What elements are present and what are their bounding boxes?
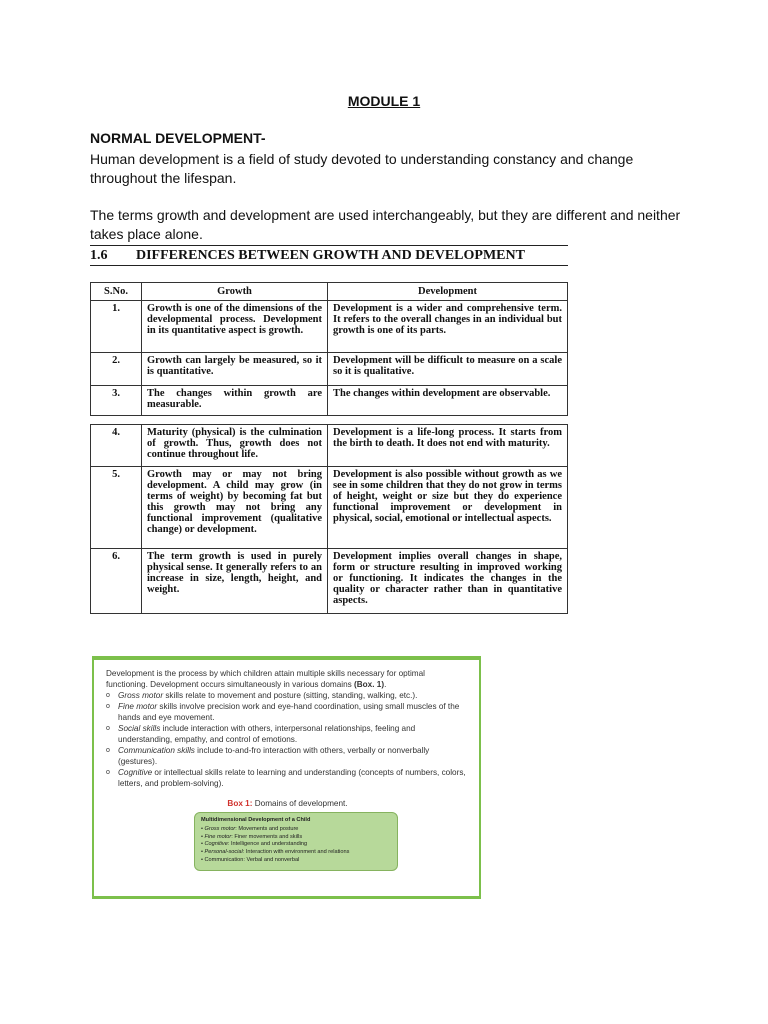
cell-sno: 3. — [91, 386, 142, 416]
domain-term: Cognitive — [118, 768, 153, 777]
header-growth: Growth — [142, 283, 328, 301]
domains-intro-end: . — [384, 680, 387, 689]
list-item — [106, 701, 469, 723]
cell-growth: Growth can largely be measured, so it is quantitative. — [142, 353, 328, 386]
inner-description: : Finer movements and skills — [231, 833, 303, 840]
domains-list — [106, 690, 469, 789]
inner-term: Fine motor — [204, 833, 232, 840]
domains-intro-ref: (Box. 1) — [354, 680, 385, 689]
header-development: Development — [328, 283, 568, 301]
inner-description: : Verbal and nonverbal — [243, 856, 300, 863]
cell-growth: Growth may or may not bring development. A child may grow (in terms of weight) by becoming fat but this growth may not bring any functional improvement (qualitative change) or development. — [142, 467, 328, 549]
growth-development-figure — [90, 245, 572, 614]
cell-growth: Growth is one of the dimensions of the developmental process. Development in its quantitative aspect is growth. — [142, 301, 328, 353]
domains-intro — [106, 668, 469, 690]
multidimensional-development-box — [194, 812, 398, 871]
table-row — [91, 425, 568, 467]
cell-development: The changes within development are observable. — [328, 386, 568, 416]
domain-term: Social skills — [118, 724, 161, 733]
cell-sno: 2. — [91, 353, 142, 386]
table-header-row — [91, 283, 568, 301]
cell-development: Development is a wider and comprehensive term. It refers to the overall changes in an individual but growth is one of its parts. — [328, 301, 568, 353]
list-item: • Gross motor: Movements and posture — [201, 825, 299, 832]
domain-description: include to-and-fro interaction with others, verbally or nonverbally (gestures). — [118, 746, 430, 766]
inner-term: Cognitive — [204, 841, 228, 848]
domain-description: skills relate to movement and posture (sitting, standing, walking, etc.). — [163, 691, 418, 700]
inner-description: : Movements and posture — [235, 825, 299, 832]
table-row — [91, 301, 568, 353]
list-item: • Personal-social: Interaction with environment and relations — [201, 849, 350, 856]
domain-term: Fine motor — [118, 702, 158, 711]
table-row — [91, 549, 568, 614]
domains-of-development-box — [92, 656, 481, 899]
cell-growth: The changes within growth are measurable. — [142, 386, 328, 416]
cell-sno: 1. — [91, 301, 142, 353]
cell-development: Development is also possible without growth as we see in some children that they do not grow in terms of height, weight or size but they do experience functional improvement or development in physical, social, emotional or intellectual aspects. — [328, 467, 568, 549]
table-row — [91, 386, 568, 416]
list-item — [106, 767, 469, 789]
inner-term: Personal-social — [204, 849, 243, 856]
cell-development: Development will be difficult to measure on a scale so it is qualitative. — [328, 353, 568, 386]
circle-bullet-icon: o — [106, 747, 110, 754]
domain-description: include interaction with others, interpersonal relationships, feeling and understanding, empathy, and control of emotions. — [118, 724, 416, 744]
domain-description: skills involve precision work and eye-hand coordination, using small muscles of the hands and eye movement. — [118, 702, 460, 722]
differences-table-part-1 — [90, 282, 568, 416]
circle-bullet-icon: o — [106, 692, 110, 699]
list-item: • Communication: Verbal and nonverbal — [201, 856, 300, 863]
section-heading: NORMAL DEVELOPMENT- — [90, 130, 266, 146]
circle-bullet-icon: o — [106, 703, 110, 710]
inner-description: : Interaction with environment and relations — [242, 849, 350, 856]
domain-term: Gross motor — [118, 691, 164, 700]
module-title: MODULE 1 — [347, 93, 421, 109]
circle-bullet-icon: o — [106, 725, 110, 732]
domain-description: or intellectual skills relate to learning and understanding (concepts of numbers, colors, letters, and problem-solving). — [118, 768, 466, 788]
cell-development: Development implies overall changes in shape, form or structure resulting in improved working or functioning. It indicates the changes in the quality or character rather than in quantitative aspects. — [328, 549, 568, 614]
inner-description: : Intelligence and understanding — [227, 841, 308, 848]
paragraph-growth-development: The terms growth and development are used interchangeably, but they are different and neither takes place alone. — [90, 207, 681, 242]
table-row — [91, 353, 568, 386]
list-item: • Cognitive: Intelligence and understanding — [201, 841, 308, 848]
list-item: • Fine motor: Finer movements and skills — [201, 833, 303, 840]
cell-growth: The term growth is used in purely physical sense. It generally refers to an increase in size, length, height, and weight. — [142, 549, 328, 614]
box-caption-label: Box 1: — [227, 799, 253, 808]
header-sno: S.No. — [91, 283, 142, 301]
figure-number: 1.6 — [90, 248, 108, 263]
box-caption — [106, 798, 469, 809]
differences-table-part-2 — [90, 424, 568, 614]
cell-sno: 5. — [91, 467, 142, 549]
inner-term: Gross motor — [204, 825, 236, 832]
inner-term: Communication — [204, 856, 244, 863]
list-item — [106, 690, 469, 701]
inner-box-title: Multidimensional Development of a Child — [201, 817, 311, 823]
cell-development: Development is a life-long process. It starts from the birth to death. It does not end with maturity. — [328, 425, 568, 467]
list-item — [106, 745, 469, 767]
figure-title-text: DIFFERENCES BETWEEN GROWTH AND DEVELOPMENT — [136, 248, 525, 263]
cell-growth: Maturity (physical) is the culmination of growth. Thus, growth does not continue throughout life. — [142, 425, 328, 467]
circle-bullet-icon: o — [106, 769, 110, 776]
cell-sno: 6. — [91, 549, 142, 614]
table-row — [91, 467, 568, 549]
domains-intro-text: Development is the process by which children attain multiple skills necessary for optimal functioning. Development occurs simultaneously in various domains — [106, 669, 425, 689]
paragraph-human-development: Human development is a field of study devoted to understanding constancy and change throughout the lifespan. — [90, 151, 634, 186]
box-caption-text: Domains of development. — [252, 799, 348, 808]
list-item — [106, 723, 469, 745]
cell-sno: 4. — [91, 425, 142, 467]
domain-term: Communication skills — [118, 746, 195, 755]
figure-title — [90, 245, 568, 266]
